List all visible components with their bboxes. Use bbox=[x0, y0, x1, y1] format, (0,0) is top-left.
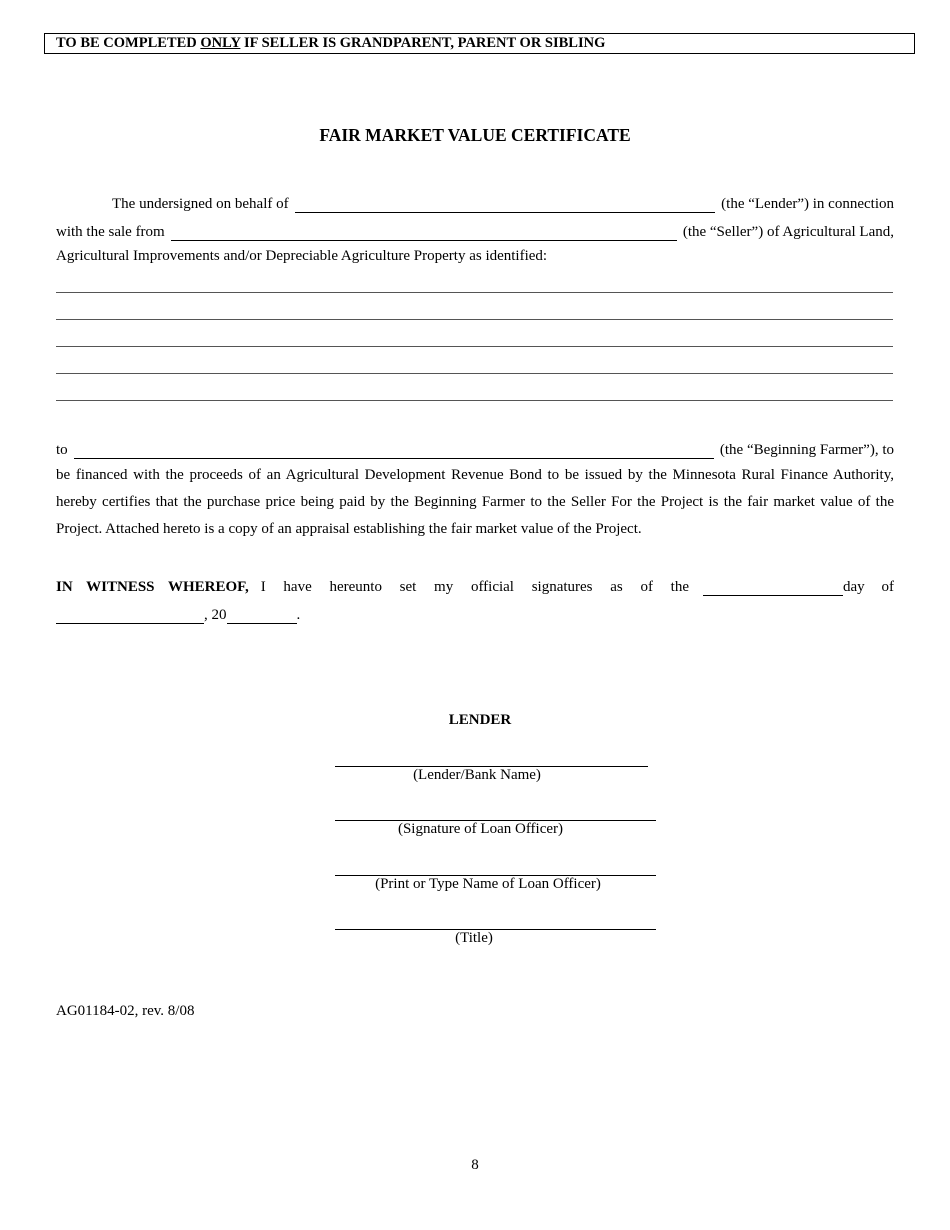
seller-line-start: with the sale from bbox=[56, 224, 165, 240]
loan-officer-name-label: (Print or Type Name of Loan Officer) bbox=[375, 876, 601, 892]
witness-month-field[interactable] bbox=[56, 609, 204, 624]
lender-name-field[interactable] bbox=[295, 198, 716, 213]
lender-line-start: The undersigned on behalf of bbox=[112, 196, 289, 212]
loan-officer-signature-label: (Signature of Loan Officer) bbox=[397, 821, 564, 837]
witness-line bbox=[56, 576, 894, 596]
body-line-4: Project. Attached hereto is a copy of an appraisal establishing the fair market value of the Project. bbox=[56, 521, 642, 537]
lender-line bbox=[56, 193, 894, 213]
completion-notice-box bbox=[44, 33, 915, 54]
witness-day-field[interactable] bbox=[703, 581, 843, 596]
property-line-4[interactable] bbox=[56, 373, 893, 374]
form-number: AG01184-02, rev. 8/08 bbox=[56, 1003, 195, 1019]
lender-bank-name-label: (Lender/Bank Name) bbox=[413, 767, 541, 783]
beginning-farmer-line-end: (the “Beginning Farmer”), to bbox=[719, 442, 894, 458]
witness-year-field[interactable] bbox=[227, 609, 297, 624]
property-line-5[interactable] bbox=[56, 400, 893, 401]
witness-text: I have hereunto set my official signatures as of the bbox=[260, 579, 689, 595]
lender-line-end: (the “Lender”) in connection bbox=[721, 196, 894, 212]
property-line-3[interactable] bbox=[56, 346, 893, 347]
seller-name-field[interactable] bbox=[171, 226, 677, 241]
property-line-1[interactable] bbox=[56, 292, 893, 293]
page-title: FAIR MARKET VALUE CERTIFICATE bbox=[319, 125, 631, 145]
notice-prefix: TO BE COMPLETED bbox=[56, 35, 201, 51]
property-intro-text: Agricultural Improvements and/or Depreciable Agriculture Property as identified: bbox=[56, 248, 548, 264]
body-line-2: be financed with the proceeds of an Agricultural Development Revenue Bond to be issued by the Minnesota Rural Finance Authority, bbox=[56, 467, 894, 483]
witness-year-prefix: , 20 bbox=[204, 607, 227, 623]
lender-heading: LENDER bbox=[448, 712, 512, 728]
witness-end: . bbox=[296, 607, 301, 623]
page-number: 8 bbox=[471, 1157, 479, 1173]
seller-line bbox=[56, 221, 894, 241]
property-line-2[interactable] bbox=[56, 319, 893, 320]
witness-heading: IN WITNESS WHEREOF, bbox=[56, 579, 249, 595]
seller-line-end: (the “Seller”) of Agricultural Land, bbox=[682, 224, 894, 240]
to-label: to bbox=[56, 442, 68, 458]
beginning-farmer-line bbox=[56, 439, 894, 459]
body-line-3: hereby certifies that the purchase price being paid by the Beginning Farmer to the Seller For the Project is the fair market value of the bbox=[56, 494, 894, 510]
witness-day-label: day of bbox=[843, 579, 894, 595]
witness-date-line bbox=[56, 604, 300, 624]
notice-emphasis: ONLY bbox=[200, 35, 241, 51]
beginning-farmer-field[interactable] bbox=[74, 444, 714, 459]
notice-suffix: IF SELLER IS GRANDPARENT, PARENT OR SIBLING bbox=[240, 35, 606, 51]
title-label: (Title) bbox=[455, 930, 493, 946]
